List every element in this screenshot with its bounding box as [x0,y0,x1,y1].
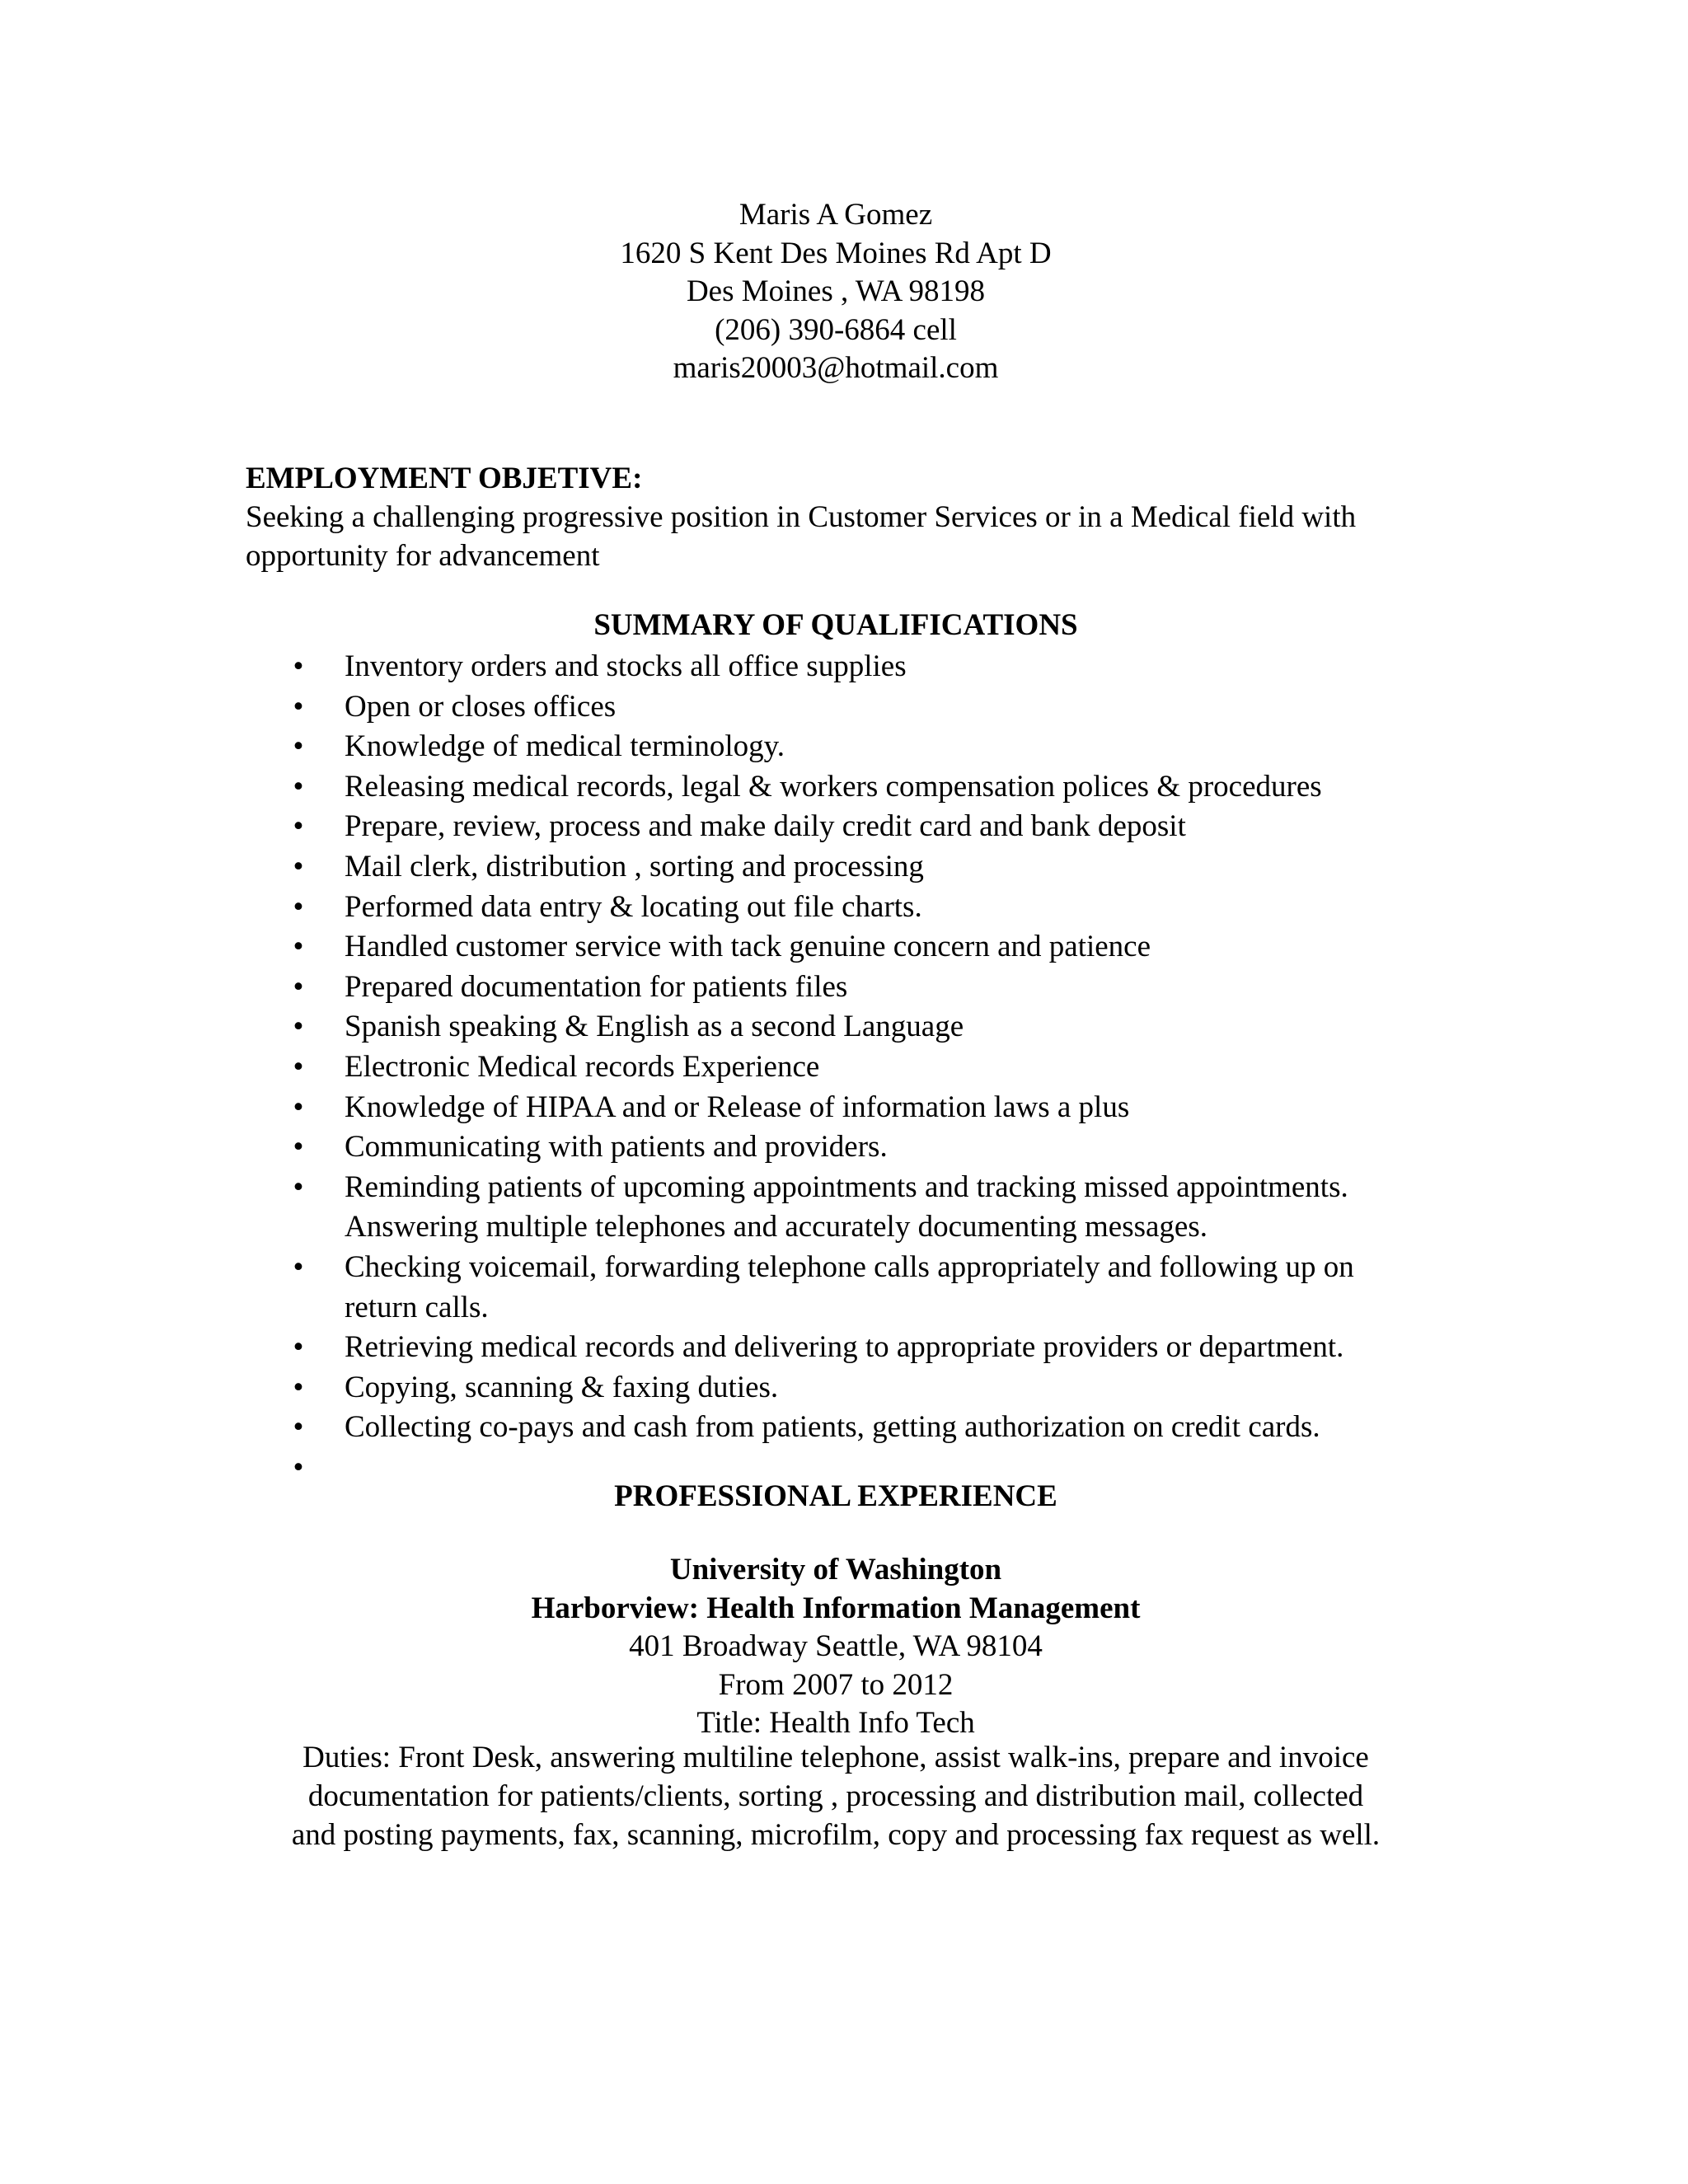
objective-heading: EMPLOYMENT OBJETIVE: [246,462,643,495]
qualification-text: Releasing medical records, legal & workers compensation polices & procedures [345,769,1322,804]
experience-heading: PROFESSIONAL EXPERIENCE [614,1479,1057,1513]
qualification-item [290,1168,1428,1248]
contact-block [0,196,1672,388]
bullet-icon: • [293,969,304,1004]
bullet-icon: • [293,1370,304,1404]
bullet-icon: • [293,689,304,724]
bullet-icon: • [293,1049,304,1084]
employer-department: Harborview: Health Information Management [531,1591,1141,1625]
qualification-text: Prepared documentation for patients files [345,969,848,1004]
bullet-icon: • [293,930,304,964]
qualification-item [290,767,1428,808]
qualification-text: Retrieving medical records and delivering to appropriate providers or department. [345,1330,1344,1365]
qualification-text-continued: return calls. [345,1290,489,1324]
qualification-item [290,888,1428,928]
qualification-text: Handled customer service with tack genuine concern and patience [345,930,1151,964]
bullet-icon: • [293,1249,304,1284]
qualification-item [290,1368,1428,1408]
employer-name: University of Washington [669,1553,1002,1586]
bullet-icon: • [293,889,304,924]
bullet-icon: • [293,849,304,883]
duties-block [0,1738,1672,1854]
address-line-2: Des Moines , WA 98198 [686,274,986,308]
qualification-text: Performed data entry & locating out file charts. [345,889,922,924]
objective-text: Seeking a challenging progressive position in Customer Services or in a Medical field with opportunity for advancement [246,500,1357,573]
qualification-item [290,647,1428,687]
bullet-icon: • [293,1410,304,1445]
duties-line: documentation for patients/clients, sorting , processing and distribution mail, collected [307,1779,1364,1813]
qualification-item [290,1248,1428,1328]
duties-line: Duties: Front Desk, answering multiline telephone, assist walk-ins, prepare and invoice [302,1741,1369,1774]
qualification-item [290,807,1428,847]
applicant-name: Maris A Gomez [738,198,933,232]
bullet-icon: • [293,1090,304,1124]
qualification-item [290,847,1428,888]
employment-dates: From 2007 to 2012 [718,1667,954,1702]
qualification-text: Electronic Medical records Experience [345,1049,820,1084]
qualification-item [290,1007,1428,1047]
bullet-icon: • [293,729,304,764]
qualification-text: Communicating with patients and providers. [345,1130,888,1165]
email-address: maris20003@hotmail.com [673,351,999,385]
qualification-item [290,968,1428,1008]
qualification-text: Checking voicemail, forwarding telephone calls appropriately and following up on [345,1249,1354,1284]
summary-heading: SUMMARY OF QUALIFICATIONS [593,608,1078,642]
qualification-text: Collecting co-pays and cash from patients, getting authorization on credit cards. [345,1410,1320,1445]
qualification-text: Copying, scanning & faxing duties. [345,1370,779,1404]
bullet-icon: • [293,1450,304,1484]
bullet-icon: • [293,1010,304,1044]
qualification-text: Open or closes offices [345,689,617,724]
qualification-text-continued: Answering multiple telephones and accurately documenting messages. [345,1210,1208,1244]
qualification-text: Inventory orders and stocks all office supplies [345,649,907,683]
qualification-text: Reminding patients of upcoming appointments and tracking missed appointments. [345,1169,1348,1204]
address-line-1: 1620 S Kent Des Moines Rd Apt D [620,236,1052,270]
qualification-text: Mail clerk, distribution , sorting and processing [345,849,924,883]
bullet-icon: • [293,769,304,804]
job-title: Title: Health Info Tech [696,1706,975,1740]
qualification-item [290,1047,1428,1088]
objective-section [246,459,1449,575]
qualification-text: Knowledge of medical terminology. [345,729,785,764]
qualification-item [290,727,1428,767]
qualification-item [290,1408,1428,1448]
qualification-item [290,1127,1428,1168]
bullet-icon: • [293,649,304,683]
employer-block [0,1551,1672,1743]
bullet-icon: • [293,809,304,844]
employer-address: 401 Broadway Seattle, WA 98104 [629,1629,1043,1663]
phone-number: (206) 390-6864 cell [715,312,957,347]
bullet-icon: • [293,1169,304,1204]
qualification-item [290,927,1428,968]
qualification-item [290,1088,1428,1128]
qualification-text: Prepare, review, process and make daily credit card and bank deposit [345,809,1186,844]
bullet-icon: • [293,1130,304,1165]
qualifications-list [290,647,1428,1484]
duties-line: and posting payments, fax, scanning, microfilm, copy and processing fax request as well. [291,1818,1381,1852]
qualification-item [290,687,1428,728]
bullet-icon: • [293,1330,304,1365]
qualification-item [290,1328,1428,1368]
qualification-text: Knowledge of HIPAA and or Release of information laws a plus [345,1090,1130,1124]
qualification-text: Spanish speaking & English as a second Language [345,1010,964,1044]
